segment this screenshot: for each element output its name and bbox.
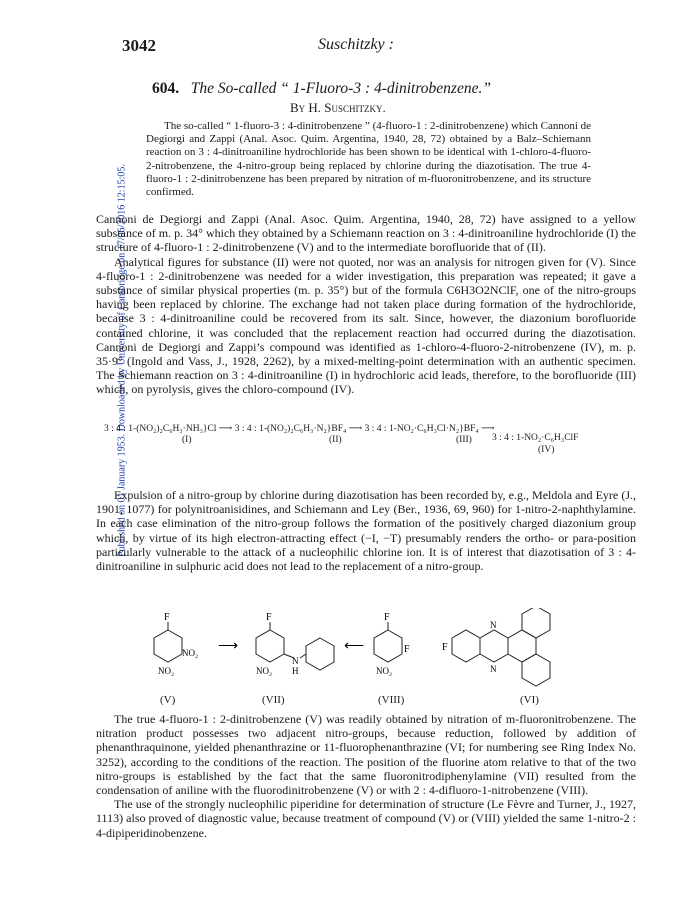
structure-viii (374, 612, 410, 676)
atom-n-vii: N (292, 656, 299, 666)
atom-no2-viii: NO₂ (376, 666, 393, 676)
running-head: Suschitzky : (318, 36, 394, 53)
atom-n-vi-2: N (490, 664, 497, 674)
atom-h-vii: H (292, 666, 299, 676)
scheme-label-3: (III) (456, 435, 472, 445)
label-viii: (VIII) (378, 694, 405, 706)
reaction-scheme (104, 423, 664, 455)
label-v: (V) (160, 694, 176, 706)
article-author: By H. Suschitzky. (290, 100, 386, 115)
article-title-line (152, 80, 592, 98)
scheme-label-4: (IV) (538, 445, 555, 455)
structure-v (154, 612, 198, 676)
atom-n-vi-1: N (490, 620, 497, 630)
article-number: 604. (152, 80, 180, 97)
scheme-label-1: (I) (182, 435, 192, 445)
body-block-3 (96, 712, 636, 840)
body-block-2 (96, 488, 636, 573)
article-title: The So-called “ 1-Fluoro-3 : 4-dinitrobenzene.” (190, 80, 491, 97)
scheme-label-2: (II) (329, 435, 342, 445)
body-block-1 (96, 212, 636, 397)
atom-f-vi: F (442, 642, 448, 653)
paragraph-5: The use of the strongly nucleophilic piperidine for determination of structure (Le Fèvre and Turner, J., 1927, 1113) also proved of diagnostic value, because treatment of compound (V) or (VIII) yielded the same 1-nitro-2 : 4-dipiperidinobenzene. (96, 797, 636, 840)
atom-f-viii-1: F (384, 612, 390, 623)
paragraph-3: Expulsion of a nitro-group by chlorine during diazotisation has been recorded by, e.g., Meldola and Eyre (J., 1901, 1077) for polynitroanisidines, and Schiemann and Ley (Ber., 1936, 69, 960) for 1-nitro-2-naphthylamine. In each case elimination of the nitro-group follows the formation of the positively charged diazonium group which, by virtue of its high electron-attracting effect (−I, −T) presumably renders the ortho- or para-position particularly vulnerable to the attack of a nucleophilic chlorine ion. It is of interest that diazotisation of 3 : 4-dinitroaniline in sulphuric acid does not lead to the replacement of a nitro-group. (96, 488, 636, 574)
atom-f-vii: F (266, 612, 272, 623)
structure-vii (256, 612, 334, 676)
atom-no2-vii: NO₂ (256, 666, 273, 676)
label-vii: (VII) (262, 694, 285, 706)
arrow-left: ⟵ (344, 639, 365, 654)
abstract: The so-called “ 1-fluoro-3 : 4-dinitrobenzene ” (4-fluoro-1 : 2-dinitrobenzene) which Cannoni de Degiorgi and Zappi (Anal. Asoc. Quim. Argentina, 1940, 28, 72) obtained by a Balz–Schiemann reaction on 3 : 4-dinitroaniline hydrochloride has been shown to be identical with 1-chloro-4-fluoro-2-nitrobenzene, the 4-nitro-group being replaced by chlorine during the diazotisation. The true 4-fluoro-1 : 2-dinitrobenzene has been prepared by nitration of m-fluoronitrobenzene, and its structure confirmed. (146, 120, 592, 199)
provenance-note: Published on 01 January 1953. Downloaded by University of Cambridge on 17/06/2016 12:15:05. (116, 164, 128, 557)
page-number: 3042 (122, 36, 156, 55)
arrow-right: ⟶ (218, 639, 239, 654)
paragraph-2: Analytical figures for substance (II) were not quoted, nor was an analysis for nitrogen given for (V). Since 4-fluoro-1 : 2-dinitrobenzene was needed for a wider investigation, this preparation was repeated; it gave a substance of similar physical properties (m. p. 35°) but of the formula C6H3O2NClF, one of the nitro-groups having been replaced by chlorine. The exchange had not taken place during formation of the hydrochloride, because 3 : 4-dinitroaniline could be recovered from its salt. Since, however, the diazonium borofluoride contained chlorine, it was concluded that the replacement reaction had occurred during the diazotisation. Cannoni de Degiorgi and Zappi’s compound was identified as 1-chloro-4-fluoro-2-nitrobenzene (IV), m. p. 35·9° (Ingold and Vass, J., 1928, 2262), by a mixed-melting-point determination with an authentic specimen. The Schiemann reaction on 3 : 4-dinitroaniline (I) in hydrochloric acid leads, therefore, to the borofluoride (III) which, on pyrolysis, gives the chloro-compound (IV). (96, 254, 636, 397)
paragraph-1: Cannoni de Degiorgi and Zappi (Anal. Asoc. Quim. Argentina, 1940, 28, 72) have assigned to a yellow substance of m. p. 34° which they obtained by a Schiemann reaction on 3 : 4-dinitroaniline hydrochloride (I) the structure of 4-fluoro-1 : 2-dinitrobenzene (V) and to the intermediate borofluoride that of (II). (96, 212, 636, 255)
label-vi: (VI) (520, 694, 539, 706)
structure-figure (130, 608, 560, 690)
paragraph-4: The true 4-fluoro-1 : 2-dinitrobenzene (V) was readily obtained by nitration of m-fluoronitrobenzene. The nitration product possesses two adjacent nitro-groups, because reduction, followed by addition of phenanthraquinone, yielded phenanthrazine or 11-fluorophenanthrazine (VI; for numbering see Ring Index No. 3252), according to the conditions of the reaction. The position of the fluorine atom relative to that of the two nitro-groups is established by the fact that the same fluoronitrodiphenylamine (VII) resulted from the condensation of aniline with the fluorodinitrobenzene (V) or with 2 : 4-difluoro-1-nitrobenzene (VIII). (96, 712, 636, 798)
atom-no2-v-1: NO₂ (182, 648, 199, 658)
structure-vi (442, 608, 550, 686)
atom-f-viii-2: F (404, 644, 410, 655)
scheme-line-1: 3 : 4 : 1-(NO₂)₂C₆H₃·NH₃}Cl ⟶ 3 : 4 : 1-(NO₂)₂C₆H₃·N₂}BF₄ ⟶ 3 : 4 : 1-NO₂·C₆H₃Cl·N₂}BF₄ ⟶ (104, 424, 495, 434)
atom-no2-v-2: NO₂ (158, 666, 175, 676)
scheme-line-2: 3 : 4 : 1-NO₂·C₆H₃ClF (492, 433, 579, 443)
atom-f-v: F (164, 612, 170, 623)
